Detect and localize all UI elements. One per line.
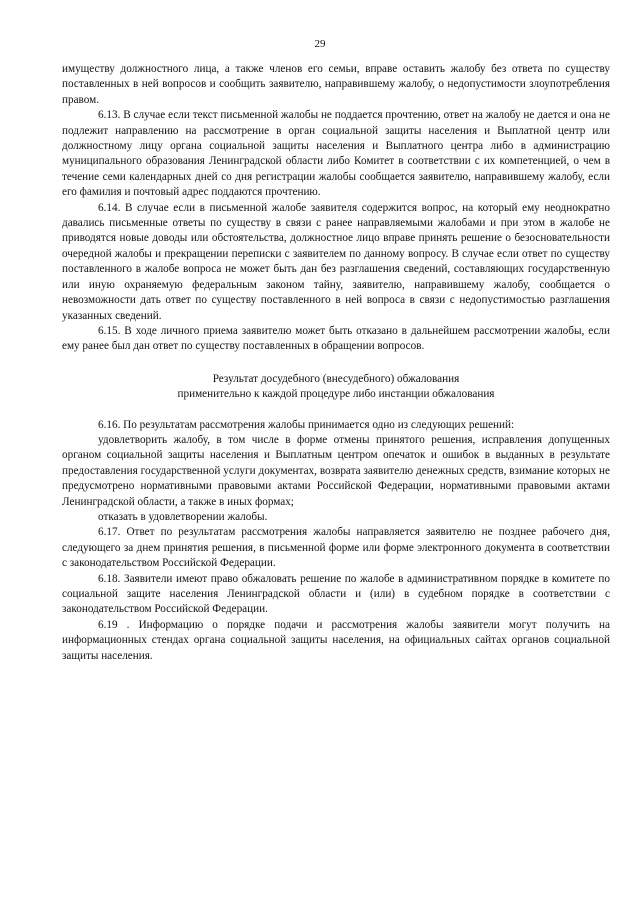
page-number: 29 <box>314 38 326 50</box>
paragraph-6-15: 6.15. В ходе личного приема заявителю может быть отказано в дальнейшем рассмотрении жалобы, если ему ранее был дан ответ по существу поставленных в обращении вопросов. <box>62 324 610 353</box>
paragraph-6-19: 6.19 . Информацию о порядке подачи и рассмотрения жалобы заявители могут получить на информационных стендах органа социальной защиты населения, на официальных сайтах органов социальной защиты населения. <box>62 618 610 662</box>
section-heading-line-1: Результат досудебного (внесудебного) обжалования <box>212 372 460 385</box>
section-heading-line-2: применительно к каждой процедуре либо инстанции обжалования <box>177 388 495 401</box>
paragraph-continuation: имуществу должностного лица, а также членов его семьи, вправе оставить жалобу без ответа по существу поставленных в ней вопросов и сообщить заявителю, направившему жалобу, о недопустимости злоупотребления правом. <box>62 63 610 106</box>
paragraph-6-17: 6.17. Ответ по результатам рассмотрения жалобы направляется заявителю не позднее рабочего дня, следующего за днем принятия решения, в письменной форме или форме электронного документа в соответствии с законодательством Российской Федерации. <box>62 526 610 570</box>
paragraph-6-14: 6.14. В случае если в письменной жалобе заявителя содержится вопрос, на который ему неоднократно давались письменные ответы по существу в связи с ранее направляемыми жалобами и при этом в жалобе не приводятся новые доводы или обстоятельства, должностное лицо вправе принять решение о безосновательности очередной жалобы и прекращении переписки с заявителем по данному вопросу. В случае если ответ по существу поставленного в жалобе вопроса не может быть дан без разглашения сведений, составляющих государственную или иную охраняемую федеральным законом тайну, заявителю, направившему жалобу, сообщается о невозможности дать ответ по существу поставленного в ней вопроса в связи с недопустимостью разглашения указанных сведений. <box>62 201 610 322</box>
paragraph-6-16: 6.16. По результатам рассмотрения жалобы принимается одно из следующих решений: <box>98 418 515 431</box>
document-body <box>62 62 610 664</box>
spacer <box>62 403 610 418</box>
spacer <box>62 355 610 372</box>
paragraph-6-13: 6.13. В случае если текст письменной жалобы не поддается прочтению, ответ на жалобу не дается и она не подлежит направлению на рассмотрение в орган социальной защиты населения и Выплатной центр или должностному лицу органа социальной защиты населения и Выплатного центра либо в администрацию муниципального образования Ленинградской области либо Комитет в соответствии с их компетенцией, о чем в течение семи календарных дней со дня регистрации жалобы сообщается заявителю, направившему жалобу, если его фамилия и почтовый адрес поддаются прочтению. <box>62 109 610 199</box>
paragraph-6-18: 6.18. Заявители имеют право обжаловать решение по жалобе в административном порядке в комитете по социальной защите населения Ленинградской области и (или) в судебном порядке в соответствии с законодательством Российской Федерации. <box>62 572 610 616</box>
decision-option-refuse: отказать в удовлетворении жалобы. <box>98 510 268 523</box>
decision-option-satisfy: удовлетворить жалобу, в том числе в форме отмены принятого решения, исправления допущенных органом социальной защиты населения и Выплатным центром опечаток и ошибок в выданных в результате предоставления государственной услуги документах, возврата заявителю денежных средств, взимание которых не предусмотрено нормативными правовыми актами Российской Федерации, нормативными правовыми актами Ленинградской области, а также в иных формах; <box>62 433 610 508</box>
